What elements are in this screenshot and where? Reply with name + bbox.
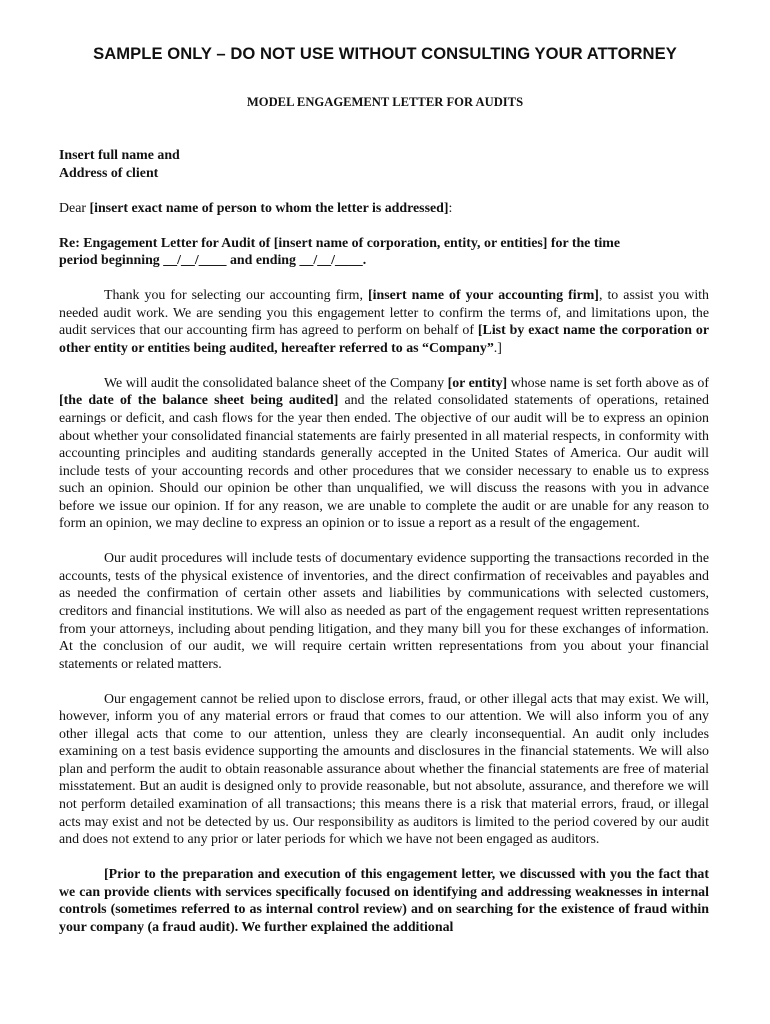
salutation-name: [insert exact name of person to whom the letter is addressed] — [89, 200, 449, 216]
address-line-1: Insert full name and — [59, 148, 180, 163]
para1-text-2: , to assist you with needed audit work. We are sending you this engagement letter to confirm the terms of, and limitations upon, the audit services that our accounting firm has agreed to perform on behalf of — [59, 288, 709, 339]
para2-bold-1: [or entity] — [447, 375, 508, 391]
paragraph-audit-procedures: Our audit procedures will include tests of documentary evidence supporting the transactions recorded in the accounts, tests of the physical existence of inventories, and the direct confirmation of receivables and payables and as needed the confirmation of certain other assets and liabilities by communications with selected customers, creditors and financial institutions. We will also as needed as part of the engagement request written representations from your attorneys, including about pending litigation, and they many bill you for these exchanges of information. At the conclusion of our audit, we will require certain written representations from you about your financial statements or related matters. — [59, 551, 709, 672]
para1-text-1: Thank you for selecting our accounting firm, — [104, 288, 368, 304]
paragraph-intro — [59, 287, 709, 357]
para2-text-3: and the related consolidated statements of operations, retained earnings or deficit, and cash flows for the year then ended. The objective of our audit will be to express an opinion about whether your consolidated financial statements are fairly presented in all material respects, in conformity with accounting principles and auditing standards generally accepted in the United States of America. Our audit will include tests of your accounting records and other procedures that we consider necessary to enable us to express such an opinion. Should our opinion be other than unqualified, we will discuss the reasons with you in advance before we issue our opinion. If for any reason, we are unable to complete the audit or are unable for any reason to form an opinion, we may decline to express an opinion or to issue a report as a result of the engagement. — [59, 393, 710, 532]
para2-text-2: whose name is set forth above as of — [507, 375, 709, 391]
re-line — [59, 235, 709, 270]
paragraph-limitations: Our engagement cannot be relied upon to disclose errors, fraud, or other illegal acts that may exist. We will, however, inform you of any material errors or fraud that comes to our attention. We will also inform you of any other illegal acts that come to our attention, unless they are clearly inconsequential. An audit only includes examining on a test basis evidence supporting the amounts and disclosures in the financial statements. We will also plan and perform the audit to obtain reasonable assurance about whether the financial statements are free of material misstatement. But an audit is designed only to provide reasonable, but not absolute, assurance, and therefore we will not perform detailed examination of all transactions; this means there is a risk that material errors, fraud, or illegal acts may exist and not be detected by us. Our responsibility as auditors is limited to the period covered by our audit and does not extend to any prior or later periods for which we have not been engaged as auditors. — [59, 691, 709, 848]
para1-text-3: .] — [493, 340, 502, 356]
re-line-1: Re: Engagement Letter for Audit of [insert name of corporation, entity, or entities] for the time — [59, 235, 621, 251]
sample-warning-banner: SAMPLE ONLY – DO NOT USE WITHOUT CONSULTING YOUR ATTORNEY — [93, 44, 677, 63]
letter-body — [59, 147, 709, 954]
para5-bold: [Prior to the preparation and execution of this engagement letter, we discussed with you the fact that we can provide clients with services specifically focused on identifying and addressing weaknesses in internal controls (sometimes referred to as internal control review) and on searching for the existence of fraud within your company (a fraud audit). We further explained the additional — [59, 867, 709, 935]
salutation-prefix: Dear — [59, 200, 90, 216]
para1-bold-2: [List by exact name the corporation or other entity or entities being audited, hereafter referred to as “Company” — [59, 323, 709, 356]
address-line-2: Address of client — [59, 165, 159, 181]
para2-text-1: We will audit the consolidated balance sheet of the Company — [104, 375, 448, 391]
re-line-2: period beginning __/__/____ and ending __/__/____. — [59, 253, 367, 269]
document-title: MODEL ENGAGEMENT LETTER FOR AUDITS — [246, 95, 524, 109]
salutation-suffix: : — [448, 200, 453, 216]
para1-bold-1: [insert name of your accounting firm] — [368, 288, 599, 304]
para2-bold-2: [the date of the balance sheet being audited] — [59, 393, 339, 409]
client-address-block — [59, 147, 709, 182]
paragraph-internal-controls — [59, 866, 709, 936]
paragraph-audit-scope — [59, 375, 709, 533]
salutation — [59, 200, 709, 218]
